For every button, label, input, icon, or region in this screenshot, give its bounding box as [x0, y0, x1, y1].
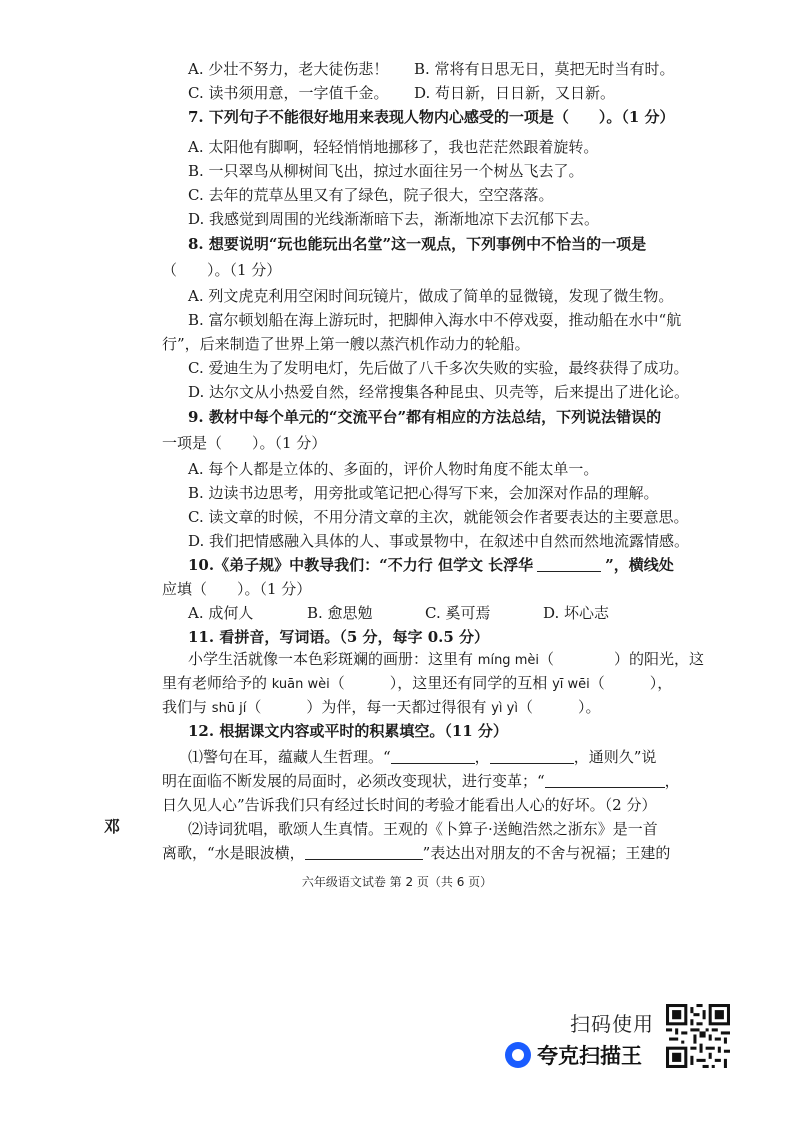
- q10-stem: [188, 554, 674, 576]
- q11-text: 的阳光，这: [629, 650, 705, 668]
- q7-option-d: D. 我感觉到周围的光线渐渐暗下去，渐渐地凉下去沉郁下去。: [188, 210, 600, 228]
- q6-option-d: D. 苟日新，日日新，又日新。: [414, 84, 616, 102]
- q12-part1-line3: 日久见人心”告诉我们只有经过长时间的考验才能看出人心的好坏。（2 分）: [162, 796, 657, 814]
- fill-blank[interactable]: [545, 771, 665, 788]
- answer-box[interactable]: （ ）: [517, 698, 586, 716]
- answer-box[interactable]: （ ）: [589, 674, 658, 692]
- q6-option-b: B. 常将有日思无日，莫把无时当有时。: [414, 60, 675, 78]
- q12-text: 明在面临不断发展的局面时，必须改变现状，进行变革；“: [162, 772, 545, 790]
- brand-logo-icon: [505, 1042, 531, 1068]
- q11-line-2: [162, 672, 672, 696]
- q9-option-c: C. 读文章的时候，不用分清文章的主次，就能领会作者要表达的主要意思。: [188, 508, 689, 526]
- q11-stem: 11. 看拼音，写词语。（5 分，每字 0.5 分）: [188, 628, 490, 646]
- q9-stem-cont: 一项是（ ）。（1 分）: [162, 434, 327, 452]
- q7-option-b: B. 一只翠鸟从柳树间飞出，掠过水面往另一个树丛飞去了。: [188, 162, 584, 180]
- answer-box[interactable]: （ ）: [329, 674, 398, 692]
- q11-text: 为伴，每一天都过得很有: [321, 698, 487, 716]
- q7-stem: 7. 下列句子不能很好地用来表现人物内心感受的一项是（ ）。（1 分）: [188, 108, 675, 126]
- pinyin-kuanwei: kuān wèi: [271, 677, 330, 692]
- q12-text: ⑴警句在耳，蕴藏人生哲理。“: [188, 748, 391, 766]
- q11-text: 小学生活就像一本色彩斑斓的画册：这里有: [188, 650, 474, 668]
- q10-option-a: A. 成何人: [188, 604, 254, 622]
- fill-blank[interactable]: [391, 747, 475, 764]
- q8-option-c: C. 爱迪生为了发明电灯，先后做了八千多次失败的实验，最终获得了成功。: [188, 359, 689, 377]
- pinyin-yiyi: yì yì: [491, 701, 518, 716]
- q12-part2-line2: [162, 842, 670, 864]
- q12-stem: 12. 根据课文内容或平时的积累填空。（11 分）: [188, 722, 508, 740]
- q12-text: 离歌，“水是眼波横，: [162, 844, 305, 862]
- q11-text: 我们与: [162, 698, 208, 716]
- page-footer: 六年级语文试卷 第 2 页（共 6 页）: [301, 875, 493, 889]
- q10-option-d: D. 坏心志: [543, 604, 610, 622]
- q11-text: ，这里还有同学的互相: [397, 674, 548, 692]
- q9-option-a: A. 每个人都是立体的、多面的，评价人物时角度不能太单一。: [188, 460, 599, 478]
- q11-line-1: [188, 648, 704, 672]
- q12-part1-line1: [188, 746, 656, 768]
- scan-prompt: 扫码使用: [570, 1012, 654, 1036]
- pinyin-mingmei: míng mèi: [477, 653, 539, 668]
- brand-name: 夸克扫描王: [537, 1044, 642, 1068]
- q7-option-a: A. 太阳他有脚啊，轻轻悄悄地挪移了，我也茫茫然跟着旋转。: [188, 138, 599, 156]
- q12-part2-line1: ⑵诗词犹唱，歌颂人生真情。王观的《卜算子·送鲍浩然之浙东》是一首: [188, 820, 658, 838]
- scanner-brand: [505, 1040, 642, 1070]
- q8-option-a: A. 列文虎克利用空闲时间玩镜片，做成了简单的显微镜，发现了微生物。: [188, 287, 674, 305]
- q10-option-b: B. 愈思勉: [307, 604, 373, 622]
- q11-text: ，: [657, 674, 673, 692]
- q8-option-b-cont: 行”，后来制造了世界上第一艘以蒸汽机作动力的轮船。: [162, 335, 530, 353]
- q10-stem-end: ”，横线处: [605, 556, 674, 574]
- q11-text: 里有老师给予的: [162, 674, 268, 692]
- q10-stem-text: 10.《弟子规》中教导我们：“不力行 但学文 长浮华: [188, 556, 534, 574]
- margin-mark: 邓: [104, 817, 121, 836]
- answer-box[interactable]: （ ）: [246, 698, 322, 716]
- q8-option-d: D. 达尔文从小热爱自然，经常搜集各种昆虫、贝壳等，后来提出了进化论。: [188, 383, 690, 401]
- q9-option-b: B. 边读书边思考，用旁批或笔记把心得写下来，会加深对作品的理解。: [188, 484, 659, 502]
- q12-text: ，: [474, 748, 490, 766]
- q6-option-c: C. 读书须用意，一字值千金。: [188, 84, 389, 102]
- fill-blank[interactable]: [305, 843, 423, 860]
- q10-stem-cont: 应填（ ）。（1 分）: [162, 580, 312, 598]
- qr-code-icon[interactable]: [666, 1004, 730, 1068]
- pinyin-shuji: shū jí: [211, 701, 247, 716]
- q12-text: ”表达出对朋友的不舍与祝福；王建的: [422, 844, 671, 862]
- fill-blank[interactable]: [490, 747, 574, 764]
- q8-option-b: B. 富尔顿划船在海上游玩时，把脚伸入海水中不停戏耍，推动船在水中“航: [188, 311, 682, 329]
- q12-part1-line2: [162, 770, 680, 792]
- q6-option-a: A. 少壮不努力，老大徒伤悲！: [188, 60, 389, 78]
- q10-blank[interactable]: [537, 555, 601, 572]
- q11-line-3: [162, 696, 601, 720]
- q7-option-c: C. 去年的荒草丛里又有了绿色，院子很大，空空落落。: [188, 186, 554, 204]
- q8-stem-cont: （ ）。（1 分）: [162, 261, 282, 279]
- q11-text: 。: [585, 698, 601, 716]
- q10-option-c: C. 奚可焉: [425, 604, 491, 622]
- q9-stem: 9. 教材中每个单元的“交流平台”都有相应的方法总结，下列说法错误的: [188, 408, 662, 426]
- q8-stem: 8. 想要说明“玩也能玩出名堂”这一观点，下列事例中不恰当的一项是: [188, 235, 647, 253]
- pinyin-yiwei: yī wēi: [552, 677, 590, 692]
- q9-option-d: D. 我们把情感融入具体的人、事或景物中，在叙述中自然而然地流露情感。: [188, 532, 690, 550]
- q12-text: ，通则久”说: [573, 748, 657, 766]
- answer-box[interactable]: （ ）: [538, 650, 629, 668]
- q12-text: ，: [664, 772, 680, 790]
